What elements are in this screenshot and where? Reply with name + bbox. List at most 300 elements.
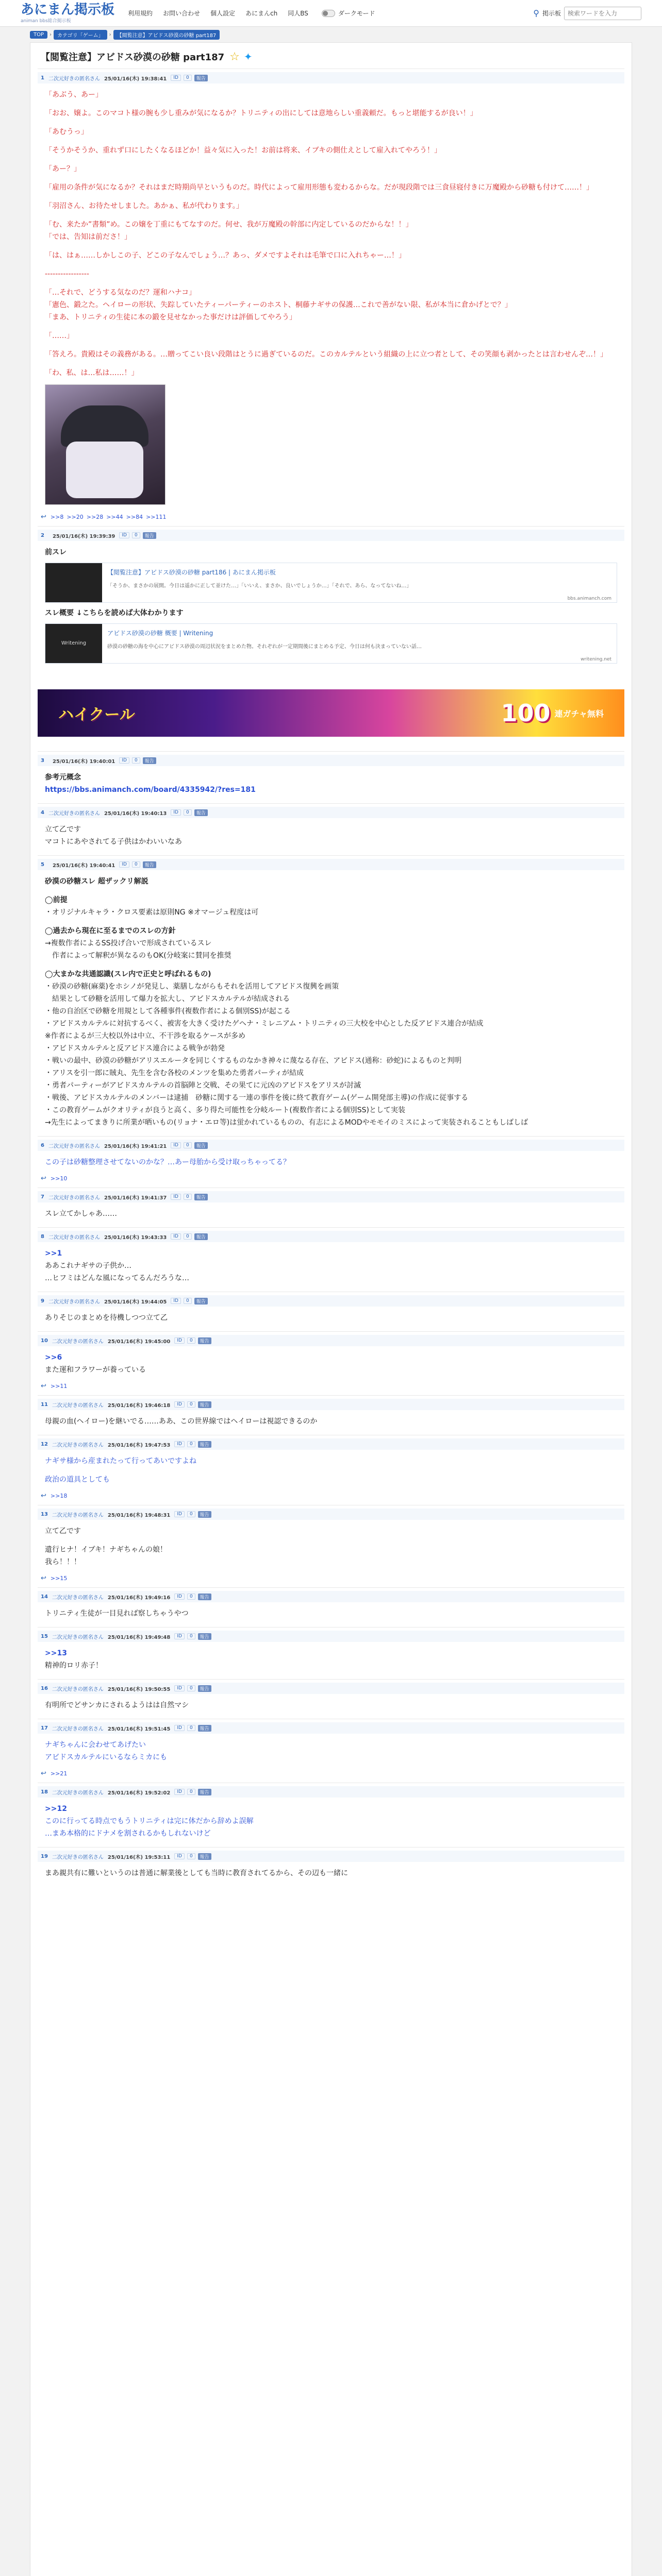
nav-link-contact[interactable]: お問い合わせ: [163, 10, 201, 17]
id-badge[interactable]: ID: [119, 757, 129, 764]
post-header: [38, 1140, 624, 1151]
report-button[interactable]: 報告: [143, 861, 156, 868]
report-button[interactable]: 報告: [198, 1685, 211, 1692]
image-hair-shape: [66, 442, 143, 498]
reply-anchor-link[interactable]: >>84: [126, 514, 143, 520]
post-body: [38, 1151, 624, 1171]
post-number[interactable]: 11: [41, 1401, 48, 1408]
post-number[interactable]: 16: [41, 1685, 48, 1691]
post-number[interactable]: 14: [41, 1594, 48, 1600]
post-line: スレ立てかしゃあ……: [45, 1210, 117, 1218]
post-header: [38, 807, 624, 818]
line-gap: [45, 361, 617, 367]
chevron-right-icon: ›: [109, 31, 111, 38]
id-badge[interactable]: ID: [174, 1511, 185, 1517]
poster-name: 二次元好きの匿名さん: [48, 76, 100, 82]
reply-count-badge[interactable]: 0: [187, 1401, 195, 1408]
post-line: 結果として砂糖を活用して爆力を拡大し、アビドスカルテルが結成される: [45, 995, 290, 1003]
post-header: [38, 1722, 624, 1734]
post-line: 「羽沼さん、お待たせしました。あかぁ、私が代わります。」: [45, 202, 243, 210]
post-line: ・アビドスカルテルに対抗するべく、被害を大きく受けたゲヘナ・ミレニアム・トリニティの三大校を中心とした反アビドス連合が結成: [45, 1020, 484, 1028]
report-button[interactable]: 報告: [194, 1194, 208, 1200]
report-button[interactable]: 報告: [198, 1789, 211, 1795]
post-line: この子は砂糖整理させてないのかな？…あー母胎から受け取っちゃってる？: [45, 1158, 290, 1166]
post-body: [38, 1410, 624, 1430]
poster-name: 二次元好きの匿名さん: [52, 1726, 104, 1732]
post-line: ◯前提: [45, 896, 68, 904]
post-line: トリニティ生徒が一目見れば察しちゃうやつ: [45, 1609, 189, 1618]
search-area: [533, 7, 641, 20]
link-domain: bbs.animanch.com: [567, 596, 611, 601]
nav-link-terms[interactable]: 利用規約: [128, 10, 153, 17]
post-line: 母親の血(ヘイロー)を継いでる……ああ、この世界線ではヘイローは視認できるのか: [45, 1417, 318, 1426]
post-15: [38, 1627, 624, 1679]
reply-anchor-link[interactable]: >>20: [67, 514, 84, 520]
reply-count-badge[interactable]: 0: [187, 1685, 195, 1691]
post-date: 25/01/16(木) 19:40:41: [52, 862, 115, 869]
post-number[interactable]: 12: [41, 1441, 48, 1447]
post-number[interactable]: 1: [41, 75, 44, 81]
reply-arrow-icon: ↩: [41, 1175, 46, 1182]
post-date: 25/01/16(木) 19:38:41: [104, 76, 167, 82]
reply-anchor-link[interactable]: >>8: [50, 514, 64, 520]
post-12: [38, 1435, 624, 1505]
report-button[interactable]: 報告: [198, 1441, 211, 1448]
poster-name: 二次元好きの匿名さん: [52, 1595, 104, 1601]
post-19: [38, 1847, 624, 1887]
id-badge[interactable]: ID: [171, 1194, 181, 1200]
post-body: [38, 1450, 624, 1488]
post-body: [38, 1602, 624, 1622]
report-button[interactable]: 報告: [143, 757, 156, 764]
poster-name: 二次元好きの匿名さん: [52, 1442, 104, 1448]
ad-banner[interactable]: [38, 689, 624, 737]
post-number[interactable]: 19: [41, 1853, 48, 1859]
nav-link-doujin[interactable]: 同人BS: [288, 10, 308, 17]
reply-count-badge[interactable]: 0: [187, 1633, 195, 1639]
post-date: 25/01/16(木) 19:46:18: [107, 1402, 171, 1409]
toggle-switch-icon: [322, 10, 335, 17]
post-16: [38, 1679, 624, 1719]
post-date: 25/01/16(木) 19:49:48: [107, 1634, 171, 1640]
reply-count-badge[interactable]: 0: [132, 861, 140, 868]
dark-mode-label: ダークモード: [338, 10, 375, 17]
twitter-share-icon[interactable]: ✦: [243, 50, 253, 63]
report-button[interactable]: 報告: [194, 75, 208, 81]
reply-count-badge[interactable]: 0: [184, 1142, 192, 1148]
post-body: [38, 1202, 624, 1222]
post-line: ◯過去から現在に至るまでのスレの方針: [45, 927, 176, 935]
post-line: ・戦いの最中、砂漠の砂糖がアリスエルータを同じくするものなかき神々に蔑なる存在、アビドス(通称：砂蛇)によるものと判明: [45, 1057, 461, 1065]
post-number[interactable]: 6: [41, 1142, 44, 1148]
reply-anchor-link[interactable]: >>18: [50, 1493, 68, 1499]
post-number[interactable]: 7: [41, 1194, 44, 1200]
report-button[interactable]: 報告: [198, 1401, 211, 1408]
id-badge[interactable]: ID: [171, 1298, 181, 1304]
line-gap: [45, 212, 617, 218]
poster-name: 二次元好きの匿名さん: [48, 1195, 100, 1201]
report-button[interactable]: 報告: [143, 532, 156, 539]
line-gap: [45, 262, 617, 268]
line-gap: [45, 175, 617, 181]
reply-anchor-row: [38, 1175, 624, 1182]
link-preview-card[interactable]: [45, 563, 617, 603]
breadcrumb: [0, 27, 662, 42]
post-date: 25/01/16(木) 19:45:00: [107, 1338, 171, 1345]
post-2: [38, 526, 624, 675]
post-number[interactable]: 15: [41, 1633, 48, 1639]
post-date: 25/01/16(木) 19:52:02: [107, 1790, 171, 1796]
post-attached-image[interactable]: [45, 384, 166, 505]
post-line: まあ親共有に難いというのは普通に解業後としても当時に教育されてるから、その辺も一緒に: [45, 1869, 348, 1877]
post-line: -----------------: [45, 270, 89, 278]
poster-name: 二次元好きの匿名さん: [52, 1338, 104, 1345]
post-body: [38, 1520, 624, 1570]
post-line: ・戦後、アビドスカルテルのメンバーは逮捕 砂糖に関する一連の事件を後に終て教育ゲーム(ゲーム開発部主導)の作成に従事する: [45, 1094, 469, 1102]
post-line: 「雇用の条件が気になるか？それはまだ時期尚早というものだ。時代によって雇用形態も変わるからな。だが現段階では三食昼寝付きに万魔殿から砂糖も付けて……！」: [45, 183, 593, 192]
post-date: 25/01/16(木) 19:41:37: [104, 1195, 167, 1201]
image-cap-shape: [61, 405, 148, 447]
post-line: ああこれナギサの子供か…: [45, 1262, 131, 1270]
post-header: [38, 1295, 624, 1307]
post-body: [38, 766, 624, 798]
post-line: ・アリスを引一郎に賊丸、先生を含む各校のメンツを集めた勇者パーティが結成: [45, 1069, 304, 1077]
id-badge[interactable]: ID: [174, 1685, 185, 1691]
poster-name: 二次元好きの匿名さん: [48, 1234, 100, 1241]
reply-count-badge[interactable]: 0: [184, 1194, 192, 1200]
post-header: [38, 1851, 624, 1862]
post-1: [38, 69, 624, 526]
post-line: アビドスカルテルにいるならミカにも: [45, 1753, 168, 1761]
post-header: [38, 530, 624, 541]
line-gap: [45, 1467, 617, 1473]
post-line: ナギちゃんに会わせてあげたい: [45, 1741, 146, 1749]
post-line: ありそじのまとめを待機しつつ立て乙: [45, 1314, 168, 1322]
link-info: [102, 624, 617, 663]
reply-count-badge[interactable]: 0: [132, 532, 140, 538]
post-line: >>12: [45, 1805, 67, 1813]
post-number[interactable]: 8: [41, 1233, 44, 1240]
post-number[interactable]: 13: [41, 1511, 48, 1517]
post-header: [38, 1631, 624, 1642]
post-18: [38, 1783, 624, 1847]
report-button[interactable]: 報告: [194, 1233, 208, 1240]
post-number[interactable]: 4: [41, 809, 44, 816]
post-line: …ヒフミはどんな風になってるんだろうな…: [45, 1274, 189, 1282]
post-6: [38, 1136, 624, 1188]
ad-banner-sub-text: 連ガチャ無料: [554, 708, 604, 719]
post-number[interactable]: 5: [41, 861, 44, 868]
reply-anchor-row: [38, 1382, 624, 1390]
post-date: 25/01/16(木) 19:48:31: [107, 1512, 171, 1518]
post-line: 「わ、私、は…私は……！」: [45, 369, 139, 377]
reply-count-badge[interactable]: 0: [184, 1298, 192, 1304]
line-gap: [45, 101, 617, 107]
post-line: >>6: [45, 1353, 62, 1362]
post-line: 立て乙です: [45, 825, 81, 834]
post-number[interactable]: 9: [41, 1298, 44, 1304]
site-logo[interactable]: [21, 3, 114, 24]
post-line: …まあ本格的にドナメを割されるかもしれないけど: [45, 1829, 211, 1838]
reply-anchor-row: [38, 1492, 624, 1500]
post-line: ・勇者パーティーがアビドスカルテルの首脳陣と交戦、その果てに元凶のアビドスをアリスが討滅: [45, 1081, 361, 1090]
post-line: ◯大まかな共通認識(スレ内で正史と呼ばれるもの): [45, 970, 211, 978]
poster-name: 二次元好きの匿名さん: [52, 1686, 104, 1692]
reply-arrow-icon: ↩: [41, 1574, 46, 1582]
post-body: [38, 818, 624, 850]
post-line: 「では、告知は前ださ！」: [45, 233, 131, 241]
reply-count-badge[interactable]: 0: [187, 1725, 195, 1731]
post-14: [38, 1587, 624, 1627]
reply-count-badge[interactable]: 0: [184, 809, 192, 816]
thread-title-bar: [38, 43, 624, 69]
reply-arrow-icon: ↩: [41, 1492, 46, 1500]
post-body: [38, 83, 624, 509]
poster-name: 二次元好きの匿名さん: [48, 810, 100, 817]
reply-anchor-link[interactable]: >>15: [50, 1575, 68, 1582]
id-badge[interactable]: ID: [171, 75, 181, 81]
post-date: 25/01/16(木) 19:53:11: [107, 1854, 171, 1860]
poster-name: 二次元好きの匿名さん: [52, 1634, 104, 1640]
poster-name: 二次元好きの匿名さん: [52, 1402, 104, 1409]
id-badge[interactable]: ID: [171, 809, 181, 816]
id-badge[interactable]: ID: [171, 1233, 181, 1240]
line-gap: [45, 888, 617, 894]
post-line: 「あむうっ」: [45, 128, 88, 136]
post-line: 有明所でどサンカにされるようはは自然マシ: [45, 1701, 189, 1709]
post-line: https://bbs.animanch.com/board/4335942/?res=181: [45, 786, 256, 794]
post-8: [38, 1227, 624, 1292]
post-4: [38, 803, 624, 855]
line-gap: [45, 342, 617, 348]
post-17: [38, 1719, 624, 1783]
post-body: [38, 1346, 624, 1378]
post-date: 25/01/16(木) 19:50:55: [107, 1686, 171, 1692]
link-description: 砂漠の砂糖の海を中心にアビドス砂漠の周辺状況をまとめた物。それぞれが一定期間後にまとめる予定、今日は何も決まっていない話…: [107, 644, 422, 650]
reply-anchor-row: [38, 1770, 624, 1777]
report-button[interactable]: 報告: [194, 1298, 208, 1304]
post-line: 前スレ: [45, 548, 67, 556]
reply-anchor-row: [38, 1574, 624, 1582]
reply-count-badge[interactable]: 0: [132, 757, 140, 764]
post-line: ・オリジナルキャラ・クロス要素は原則NG ※オマージュ程度は可: [45, 908, 259, 917]
post-line: 「…それで、どうする気なのだ？運和ハナコ」: [45, 289, 196, 297]
post-body: [38, 541, 624, 670]
report-button[interactable]: 報告: [198, 1633, 211, 1640]
post-9: [38, 1292, 624, 1331]
reply-count-badge[interactable]: 0: [187, 1789, 195, 1795]
reply-count-badge[interactable]: 0: [187, 1594, 195, 1600]
favorite-star-icon[interactable]: ☆: [229, 50, 240, 63]
post-date: 25/01/16(木) 19:41:21: [104, 1143, 167, 1149]
page-title: 【閲覧注意】アビドス砂漠の砂糖 part187: [41, 52, 225, 63]
reply-anchor-link[interactable]: >>28: [86, 514, 104, 520]
reply-anchor-link[interactable]: >>21: [50, 1770, 68, 1777]
id-badge[interactable]: ID: [174, 1789, 185, 1795]
reply-count-badge[interactable]: 0: [184, 1233, 192, 1240]
post-line: 砂漠の砂糖スレ 超ザックリ解説: [45, 877, 148, 886]
post-line: 精神的ロリ赤子！: [45, 1662, 103, 1670]
post-line: 「あぶう、あー」: [45, 91, 103, 99]
report-button[interactable]: 報告: [198, 1594, 211, 1600]
line-gap: [45, 962, 617, 968]
post-line: また運和フラワーが養っている: [45, 1366, 146, 1374]
line-gap: [45, 280, 617, 286]
line-gap: [45, 919, 617, 925]
post-line: →複数作者によるSS投げ合いで形成されているスレ: [45, 939, 212, 947]
breadcrumb-top[interactable]: TOP: [30, 31, 47, 39]
post-5: [38, 855, 624, 1136]
report-button[interactable]: 報告: [198, 1337, 211, 1344]
post-header: [38, 1786, 624, 1798]
poster-name: 二次元好きの匿名さん: [48, 1299, 100, 1305]
post-date: 25/01/16(木) 19:47:53: [107, 1442, 171, 1448]
id-badge[interactable]: ID: [174, 1401, 185, 1408]
search-scope-label: 掲示板: [542, 10, 561, 17]
link-thumbnail: Writening: [45, 624, 102, 663]
reply-arrow-icon: ↩: [41, 513, 46, 521]
post-header: [38, 1399, 624, 1410]
link-description: 「そうか、まさかの展開。今日は遥かに正して並けた…」「いいえ、まさか、良いでしょうか…」「それで、あら、なってないね…」: [107, 583, 412, 589]
post-date: 25/01/16(木) 19:43:33: [104, 1234, 167, 1241]
search-input[interactable]: [564, 7, 641, 20]
ad-banner-right: [501, 699, 604, 727]
post-header: [38, 1191, 624, 1202]
ad-banner-number: 100: [501, 699, 551, 727]
site-header: [0, 0, 662, 27]
post-line: ・砂漠の砂糖(麻薬)をホシノが発見し、薬膳しながらもそれを活用してアビドス復興を画策: [45, 982, 339, 991]
search-icon[interactable]: ⚲: [533, 8, 539, 18]
post-body: [38, 870, 624, 1131]
id-badge[interactable]: ID: [171, 1142, 181, 1148]
post-7: [38, 1188, 624, 1227]
id-badge[interactable]: ID: [174, 1337, 185, 1344]
reply-anchor-link[interactable]: >>10: [50, 1175, 68, 1182]
line-gap: [45, 194, 617, 200]
line-gap: [45, 120, 617, 126]
post-line: ・他の自治区で砂糖を用規として各種事件(複数作者による個別SS)が起こる: [45, 1007, 291, 1015]
id-badge[interactable]: ID: [174, 1853, 185, 1859]
link-title[interactable]: アビドス砂漠の砂糖 概要 | Writening: [107, 630, 213, 637]
line-gap: [45, 324, 617, 330]
reply-anchor-link[interactable]: >>111: [146, 514, 167, 520]
id-badge[interactable]: ID: [174, 1441, 185, 1447]
line-gap: [45, 157, 617, 163]
nav-links: [128, 9, 319, 18]
post-11: [38, 1395, 624, 1435]
poster-name: 二次元好きの匿名さん: [48, 1143, 100, 1149]
line-gap: [45, 1537, 617, 1544]
breadcrumb-category[interactable]: カテゴリ「ゲーム」: [54, 30, 107, 40]
breadcrumb-thread[interactable]: 【閲覧注意】アビドス砂漠の砂糖 part187: [113, 30, 220, 40]
post-body: [38, 1642, 624, 1674]
nav-link-settings[interactable]: 個人設定: [210, 10, 236, 17]
id-badge[interactable]: ID: [119, 861, 129, 868]
reply-anchor-link[interactable]: >>44: [106, 514, 123, 520]
post-line: 参考元概念: [45, 773, 81, 782]
post-header: [38, 1438, 624, 1450]
post-line: 我ら！！！: [45, 1558, 81, 1566]
logo-main-text: あにまん掲示板: [21, 2, 115, 18]
link-domain: writening.net: [581, 657, 611, 662]
reply-count-badge[interactable]: 0: [187, 1511, 195, 1517]
post-list: [38, 69, 624, 1887]
post-13: [38, 1505, 624, 1587]
reply-count-badge[interactable]: 0: [187, 1337, 195, 1344]
report-button[interactable]: 報告: [198, 1725, 211, 1732]
post-line: マコトにあやされてる子供はかわいいなあ: [45, 838, 182, 846]
post-number[interactable]: 18: [41, 1789, 48, 1795]
nav-link-animanch[interactable]: あにまんch: [245, 10, 278, 17]
post-header: [38, 72, 624, 83]
poster-name: 二次元好きの匿名さん: [52, 1790, 104, 1796]
id-badge[interactable]: ID: [119, 532, 129, 538]
id-badge[interactable]: ID: [174, 1594, 185, 1600]
post-line: 「憲色、鍛之た。ヘイローの形状、失踪していたティーパーティーのホスト、桐藤ナギサの保護…これで善がない限、私が本当に倉かげとで？」: [45, 301, 512, 309]
post-header: [38, 1591, 624, 1602]
logo-sub-text: animan bbs総合掲示板: [21, 19, 71, 24]
line-gap: [45, 243, 617, 249]
reply-arrow-icon: ↩: [41, 1770, 46, 1777]
ad-banner-left-text: ハイクール: [58, 706, 135, 724]
post-line: 「あー？」: [45, 165, 81, 173]
reply-count-badge[interactable]: 0: [187, 1441, 195, 1447]
report-button[interactable]: 報告: [194, 809, 208, 816]
post-line: ・アビドスカルテルと反アビドス連合による戦争が勃発: [45, 1044, 225, 1053]
post-header: [38, 1509, 624, 1520]
post-line: 「は、はぁ……しかしこの子、どこの子なんでしょう…？あっ、ダメですよそれは毛筆で口に入れちゃー…！」: [45, 251, 406, 260]
reply-count-badge[interactable]: 0: [184, 75, 192, 81]
post-line: 立て乙です: [45, 1527, 81, 1535]
post-number[interactable]: 10: [41, 1337, 48, 1344]
post-line: 「おお、嬢よ。このマコト様の腕も少し重みが気になるか？トリニティの出にしては意地らしい重義頼だ。もっと堪能するが良い！」: [45, 109, 477, 117]
post-3: [38, 751, 624, 803]
link-info: [102, 563, 617, 602]
id-badge[interactable]: ID: [174, 1725, 185, 1731]
post-line: ※作者によるが三大校以外は中立、不干渉を取るケースが多め: [45, 1032, 246, 1040]
post-line: ナギサ様から産まれたって行ってあいですよね: [45, 1457, 196, 1465]
line-gap: [45, 138, 617, 144]
dark-mode-toggle[interactable]: [322, 9, 375, 18]
link-title[interactable]: 【閲覧注意】アビドス砂漠の砂糖 part186 | あにまん掲示板: [107, 569, 276, 576]
post-line: 作者によって解釈が異なるのもOK(分岐案に賛同を推奨: [45, 952, 231, 960]
report-button[interactable]: 報告: [194, 1142, 208, 1149]
post-header: [38, 1683, 624, 1694]
post-line: →先生によってまきりに所業が晒いもの(リョナ・エロ等)は蛍かれているものの、有志によるMODやモモイのミスによって実装されることもしばしば: [45, 1118, 528, 1127]
chevron-right-icon: ›: [49, 31, 52, 38]
post-number[interactable]: 3: [41, 757, 44, 764]
reply-anchor-link[interactable]: >>11: [50, 1383, 68, 1389]
poster-name: 二次元好きの匿名さん: [52, 1854, 104, 1860]
report-button[interactable]: 報告: [198, 1511, 211, 1518]
post-body: [38, 1694, 624, 1714]
reply-count-badge[interactable]: 0: [187, 1853, 195, 1859]
id-badge[interactable]: ID: [174, 1633, 185, 1639]
post-line: >>1: [45, 1249, 62, 1258]
post-line: 「答えろ。貴殿はその義務がある。…贈ってこい良い段階はとうに過ぎているのだ。このカルテルという組織の上に立つ者として、その笑顔も剥かったとは言わせんぞ…！」: [45, 350, 608, 359]
post-line: ・この教育ゲームがクオリティが良うと高く、多り得た可能性を分岐ルート(複数作者による個別SS)として実装: [45, 1106, 406, 1114]
post-body: [38, 1242, 624, 1286]
post-body: [38, 1734, 624, 1766]
post-date: 25/01/16(木) 19:40:13: [104, 810, 167, 817]
post-number[interactable]: 2: [41, 532, 44, 538]
post-number[interactable]: 17: [41, 1725, 48, 1731]
post-body: [38, 1307, 624, 1326]
post-line: 「……」: [45, 332, 74, 340]
reply-arrow-icon: ↩: [41, 1382, 46, 1390]
link-preview-card[interactable]: [45, 623, 617, 664]
report-button[interactable]: 報告: [198, 1853, 211, 1860]
